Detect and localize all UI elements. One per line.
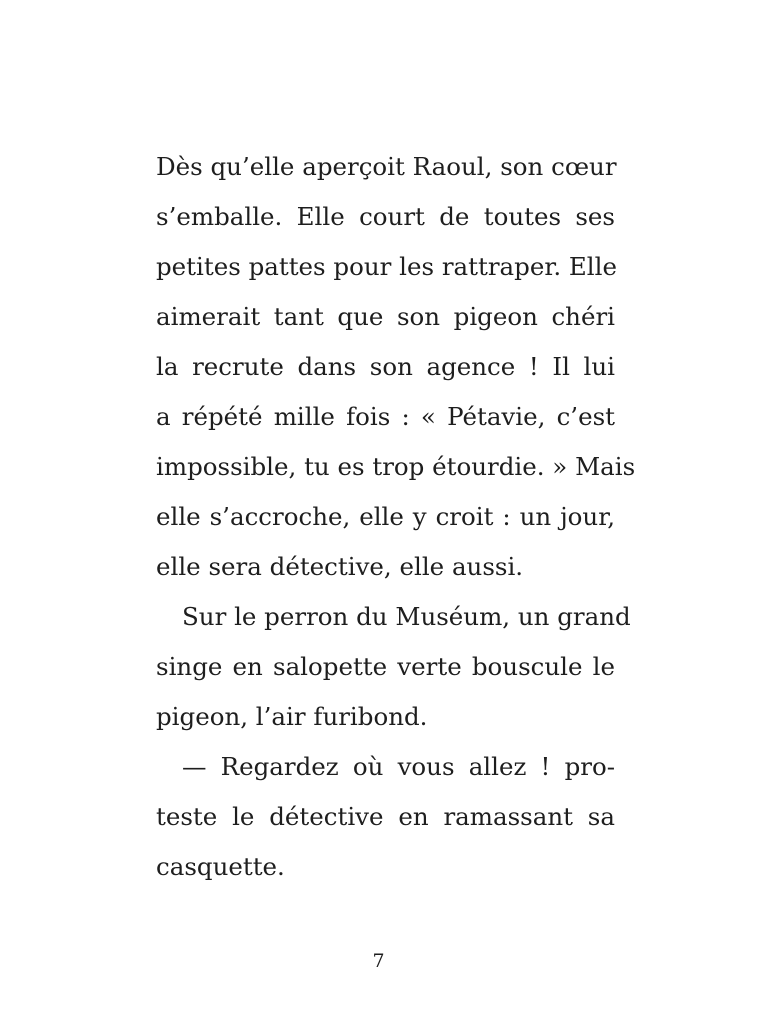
text-line: aimerait tant que son pigeon chéri xyxy=(156,302,615,331)
text-line: pigeon, l’air furibond. xyxy=(156,702,428,731)
text-line: s’emballe. Elle court de toutes ses xyxy=(156,202,615,231)
text-line: singe en salopette verte bouscule le xyxy=(156,652,615,681)
text-line: a répété mille fois : « Pétavie, c’est xyxy=(156,402,615,431)
text-line: petites pattes pour les rattraper. Elle xyxy=(156,252,617,281)
text-line: elle sera détective, elle aussi. xyxy=(156,552,524,581)
page-number: 7 xyxy=(372,950,385,972)
text-line: Dès qu’elle aperçoit Raoul, son cœur xyxy=(156,152,617,181)
text-line: teste le détective en ramassant sa xyxy=(156,802,615,831)
text-line: elle s’accroche, elle y croit : un jour, xyxy=(156,502,615,531)
text-line: — Regardez où vous allez ! pro- xyxy=(182,752,615,781)
text-line: Sur le perron du Muséum, un grand xyxy=(182,602,631,631)
text-line: la recrute dans son agence ! Il lui xyxy=(156,352,615,381)
body-text xyxy=(156,142,636,892)
text-line: casquette. xyxy=(156,852,285,881)
text-line: impossible, tu es trop étourdie. » Mais xyxy=(156,452,636,481)
